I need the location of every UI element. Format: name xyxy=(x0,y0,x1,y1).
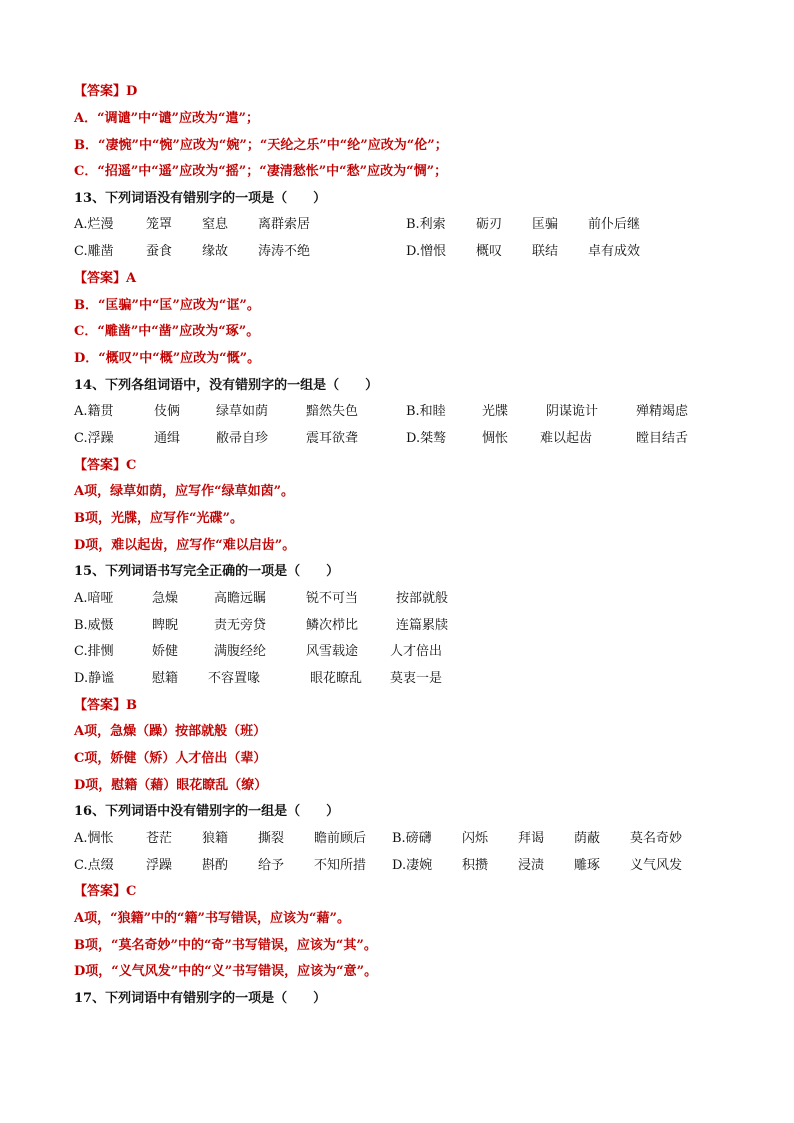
answer-explanation: B．“凄惋”中“惋”应改为“婉”；“天纶之乐”中“纶”应改为“伦”； xyxy=(74,138,448,153)
option-word: 急燥 xyxy=(152,591,179,606)
option-word: 斟酌 xyxy=(202,858,229,873)
answer-explanation: B项，“莫名奇妙”中的“奇”书写错误，应该为“其”。 xyxy=(74,938,377,953)
option-word: 不容置喙 xyxy=(208,671,261,686)
option-word: C.点缀 xyxy=(74,858,114,873)
option-word: C.浮躁 xyxy=(74,431,114,446)
option-word: 阴谋诡计 xyxy=(546,404,599,419)
option-word: 浸渍 xyxy=(518,858,545,873)
option-word: 苍茫 xyxy=(146,831,173,846)
option-word: A.喑哑 xyxy=(74,591,114,606)
question-15: 15、下列词语书写完全正确的一项是（ ） xyxy=(74,564,340,579)
option-word: 黯然失色 xyxy=(306,404,359,419)
option-word: 高瞻远瞩 xyxy=(214,591,267,606)
option-word: 敝帚自珍 xyxy=(216,431,269,446)
option-word: B.磅礴 xyxy=(392,831,432,846)
question-17: 17、下列词语中有错别字的一项是（ ） xyxy=(74,991,327,1006)
answer-explanation: A项，急燥（躁）按部就般（班） xyxy=(74,724,267,739)
option-word: 荫蔽 xyxy=(574,831,601,846)
option-word: 瞠目结舌 xyxy=(636,431,689,446)
option-word: 伎俩 xyxy=(154,404,181,419)
option-word: 绿草如荫 xyxy=(216,404,269,419)
option-word: A.籍贯 xyxy=(74,404,114,419)
option-word: 瞻前顾后 xyxy=(314,831,367,846)
answer-explanation: A项，绿草如荫，应写作“绿草如茵”。 xyxy=(74,484,295,499)
answer-explanation: A．“调谴”中“谴”应改为“遣”； xyxy=(74,111,259,126)
option-word: 光牒 xyxy=(482,404,509,419)
answer-explanation: D．“概叹”中“概”应改为“慨”。 xyxy=(74,351,261,366)
option-word: 卓有成效 xyxy=(588,244,641,259)
option-word: A.烂漫 xyxy=(74,217,114,232)
option-word: B.威慑 xyxy=(74,618,114,633)
option-word: 莫名奇妙 xyxy=(630,831,683,846)
option-word: D.凄婉 xyxy=(392,858,433,873)
option-word: 莫衷一是 xyxy=(390,671,443,686)
option-word: 义气风发 xyxy=(630,858,683,873)
answer-explanation: B．“匡骗”中“匡”应改为“诓”。 xyxy=(74,298,260,313)
option-word: 震耳欲聋 xyxy=(306,431,359,446)
option-word: A.惆怅 xyxy=(74,831,114,846)
option-word: 连篇累牍 xyxy=(396,618,449,633)
option-word: 难以起齿 xyxy=(540,431,593,446)
option-word: 闪烁 xyxy=(462,831,489,846)
option-word: 离群索居 xyxy=(258,217,311,232)
option-word: 锐不可当 xyxy=(306,591,359,606)
option-word: 风雪载途 xyxy=(306,644,359,659)
option-word: 睥睨 xyxy=(152,618,179,633)
option-word: D.憎恨 xyxy=(406,244,447,259)
option-word: 满腹经纶 xyxy=(214,644,267,659)
option-word: 狼籍 xyxy=(202,831,229,846)
option-word: B.和睦 xyxy=(406,404,446,419)
answer-explanation: C．“招遥”中“遥”应改为“摇”；“凄清愁怅”中“愁”应改为“惆”； xyxy=(74,164,448,179)
option-word: B.利索 xyxy=(406,217,446,232)
option-word: 惆怅 xyxy=(482,431,509,446)
option-word: C.排恻 xyxy=(74,644,114,659)
option-word: 匡骗 xyxy=(532,217,559,232)
option-word: 雕琢 xyxy=(574,858,601,873)
option-word: 慰籍 xyxy=(152,671,179,686)
question-13: 13、下列词语没有错别字的一项是（ ） xyxy=(74,191,327,206)
option-word: 砺刃 xyxy=(476,217,503,232)
option-word: 责无旁贷 xyxy=(214,618,267,633)
option-word: 笼罩 xyxy=(146,217,173,232)
option-word: 眼花瞭乱 xyxy=(310,671,363,686)
answer-explanation: D项，难以起齿，应写作“难以启齿”。 xyxy=(74,538,296,553)
option-word: D.桀骜 xyxy=(406,431,447,446)
answer-label: 【答案】D xyxy=(74,84,138,99)
option-word: 殚精竭虑 xyxy=(636,404,689,419)
option-word: 不知所措 xyxy=(314,858,367,873)
option-word: 窒息 xyxy=(202,217,229,232)
option-word: 前仆后继 xyxy=(588,217,641,232)
option-word: 鳞次栉比 xyxy=(306,618,359,633)
option-word: 拜谒 xyxy=(518,831,545,846)
option-word: 通缉 xyxy=(154,431,181,446)
answer-explanation: D项，慰籍（藉）眼花瞭乱（缭） xyxy=(74,778,268,793)
answer-explanation: B项，光牒，应写作“光碟”。 xyxy=(74,511,243,526)
option-word: 按部就般 xyxy=(396,591,449,606)
option-word: 娇健 xyxy=(152,644,179,659)
answer-label: 【答案】C xyxy=(74,458,137,473)
answer-explanation: C项，娇健（矫）人才倍出（辈） xyxy=(74,751,267,766)
option-word: 人才倍出 xyxy=(390,644,443,659)
answer-label: 【答案】B xyxy=(74,698,137,713)
option-word: 联结 xyxy=(532,244,559,259)
option-word: 积攒 xyxy=(462,858,489,873)
option-word: 概叹 xyxy=(476,244,503,259)
question-16: 16、下列词语中没有错别字的一组是（ ） xyxy=(74,804,340,819)
option-word: C.雕凿 xyxy=(74,244,114,259)
answer-label: 【答案】C xyxy=(74,884,137,899)
option-word: 给予 xyxy=(258,858,285,873)
option-word: 缘故 xyxy=(202,244,229,259)
answer-explanation: D项，“义气风发”中的“义”书写错误，应该为“意”。 xyxy=(74,964,378,979)
option-word: 浮躁 xyxy=(146,858,173,873)
option-word: D.静谧 xyxy=(74,671,115,686)
option-word: 撕裂 xyxy=(258,831,285,846)
option-word: 涛涛不绝 xyxy=(258,244,311,259)
option-word: 蚕食 xyxy=(146,244,173,259)
question-14: 14、下列各组词语中，没有错别字的一组是（ ） xyxy=(74,378,379,393)
answer-explanation: A项，“狼籍”中的“籍”书写错误，应该为“藉”。 xyxy=(74,911,350,926)
answer-explanation: C．“雕凿”中“凿”应改为“琢”。 xyxy=(74,324,260,339)
answer-label: 【答案】A xyxy=(74,271,137,286)
